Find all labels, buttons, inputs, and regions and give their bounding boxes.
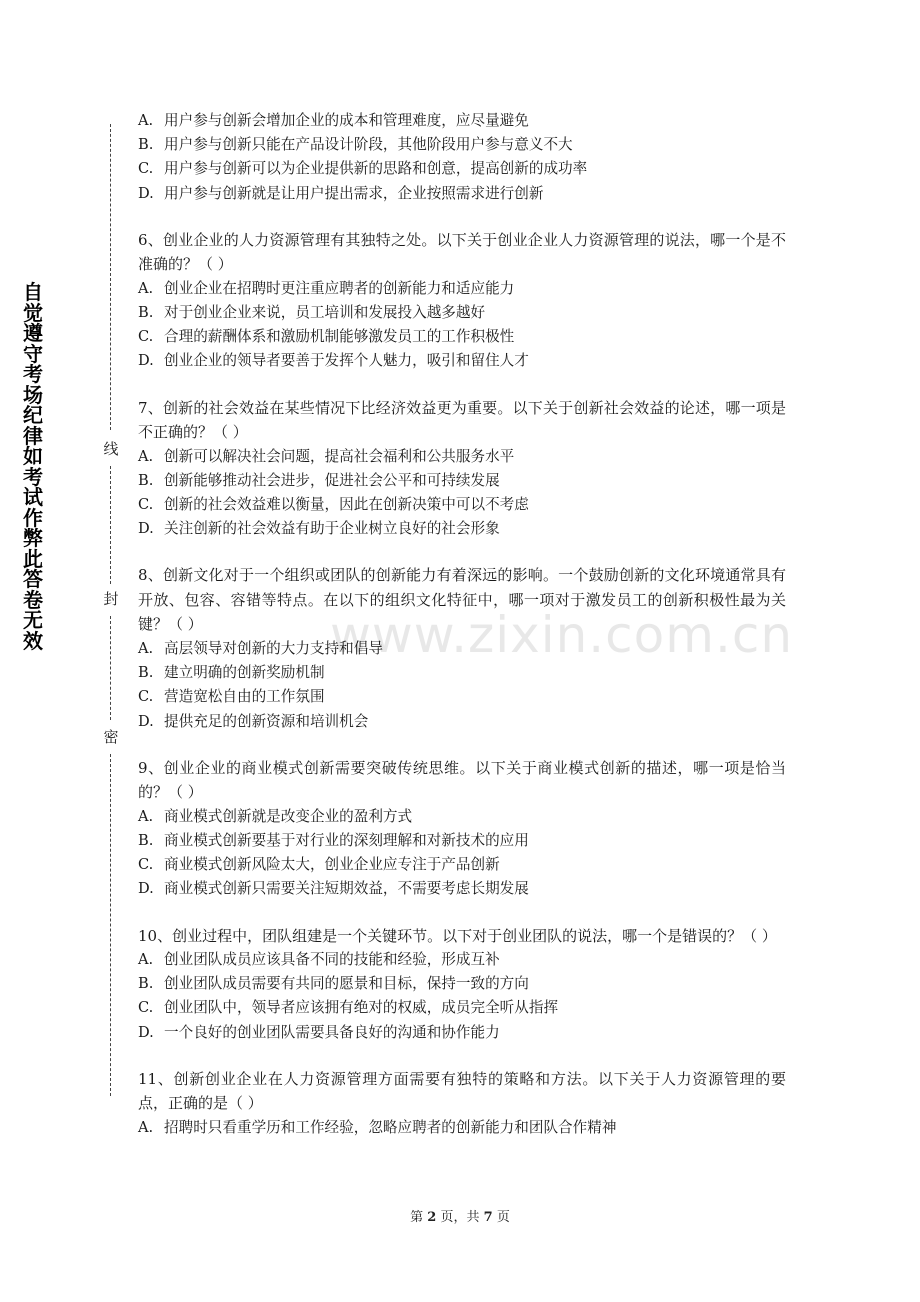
binding-dashed-line-2	[110, 466, 111, 584]
option-b: B. 创业团队成员需要有共同的愿景和目标，保持一致的方向	[138, 975, 529, 993]
option-d: D. 用户参与创新就是让用户提出需求，企业按照需求进行创新	[138, 184, 544, 202]
question-stem: 7、创新的社会效益在某些情况下比经济效益更为重要。以下关于创新社会效益的论述，哪一项是不正确的？（ ）	[138, 398, 786, 442]
option-b: B. 商业模式创新要基于对行业的深刻理解和对新技术的应用	[138, 831, 529, 849]
option-b: B. 对于创业企业来说，员工培训和发展投入越多越好	[138, 304, 486, 322]
option-b: B. 创新能够推动社会进步，促进社会公平和可持续发展	[138, 471, 500, 489]
binding-dashed-line-1	[110, 124, 111, 430]
seal-char-mi: 密	[103, 728, 119, 746]
option-c: C. 商业模式创新风险太大，创业企业应专注于产品创新	[138, 856, 500, 874]
question-11	[138, 1067, 786, 1140]
question-stem: 6、创业企业的人力资源管理有其独特之处。以下关于创业企业人力资源管理的说法，哪一个是不准确的？（ ）	[138, 230, 786, 274]
question-stem: 9、创业企业的商业模式创新需要突破传统思维。以下关于商业模式创新的描述，哪一项是恰当的？（ ）	[138, 758, 786, 802]
option-c: C. 营造宽松自由的工作氛围	[138, 688, 325, 706]
option-a: A. 商业模式创新就是改变企业的盈利方式	[138, 807, 413, 825]
question-7	[138, 396, 786, 542]
binding-dashed-line-4	[110, 754, 111, 1096]
question-8	[138, 563, 786, 733]
seal-char-feng: 封	[103, 590, 119, 608]
page-footer	[0, 1206, 920, 1225]
current-page-number: 2	[427, 1210, 437, 1225]
question-9	[138, 756, 786, 902]
question-list	[138, 109, 786, 1162]
option-c: C. 用户参与创新可以为企业提供新的思路和创意，提高创新的成功率	[138, 160, 588, 178]
option-d: D. 商业模式创新只需要关注短期效益，不需要考虑长期发展	[138, 880, 529, 898]
option-d: D. 一个良好的创业团队需要具备良好的沟通和协作能力	[138, 1023, 500, 1041]
option-c: C. 合理的薪酬体系和激励机制能够激发员工的工作积极性	[138, 328, 515, 346]
binding-dashed-line-3	[110, 616, 111, 720]
option-a: A. 创业企业在招聘时更注重应聘者的创新能力和适应能力	[138, 279, 515, 297]
total-pages-number: 7	[483, 1210, 493, 1225]
option-b: B. 建立明确的创新奖励机制	[138, 664, 325, 682]
question-10	[138, 924, 786, 1045]
footer-prefix: 第	[410, 1210, 424, 1225]
option-a: A. 高层领导对创新的大力支持和倡导	[138, 639, 383, 657]
option-d: D. 关注创新的社会效益有助于企业树立良好的社会形象	[138, 520, 500, 538]
question-stem: 11、创新创业企业在人力资源管理方面需要有独特的策略和方法。以下关于人力资源管理的要点，正确的是（ ）	[138, 1069, 786, 1113]
question-5-continued	[138, 109, 786, 206]
question-6	[138, 228, 786, 374]
option-b: B. 用户参与创新只能在产品设计阶段，其他阶段用户参与意义不大	[138, 136, 573, 154]
footer-middle: 页，共	[440, 1210, 480, 1225]
option-a: A. 招聘时只看重学历和工作经验，忽略应聘者的创新能力和团队合作精神	[138, 1118, 617, 1136]
option-a: A. 用户参与创新会增加企业的成本和管理难度，应尽量避免	[138, 112, 529, 129]
seal-char-line: 线	[103, 440, 119, 458]
option-c: C. 创业团队中，领导者应该拥有绝对的权威，成员完全听从指挥	[138, 999, 559, 1017]
option-d: D. 提供充足的创新资源和培训机会	[138, 712, 369, 730]
question-stem: 10、创业过程中，团队组建是一个关键环节。以下对于创业团队的说法，哪一个是错误的？（ ）	[138, 926, 777, 945]
option-c: C. 创新的社会效益难以衡量，因此在创新决策中可以不考虑	[138, 496, 529, 514]
option-a: A. 创业团队成员应该具备不同的技能和经验，形成互补	[138, 951, 500, 969]
option-d: D. 创业企业的领导者要善于发挥个人魅力，吸引和留住人才	[138, 352, 529, 370]
watermark: www.zixin.com.cn	[330, 606, 794, 664]
footer-suffix: 页	[496, 1210, 510, 1225]
question-stem: 8、创新文化对于一个组织或团队的创新能力有着深远的影响。一个鼓励创新的文化环境通常具有开放、包容、容错等特点。在以下的组织文化特征中，哪一项对于激发员工的创新积极性最为关键？（ ）	[138, 566, 786, 634]
exam-discipline-notice: 自觉遵守考场纪律如考试作弊此答卷无效	[23, 280, 43, 653]
option-a: A. 创新可以解决社会问题，提高社会福利和公共服务水平	[138, 447, 515, 465]
